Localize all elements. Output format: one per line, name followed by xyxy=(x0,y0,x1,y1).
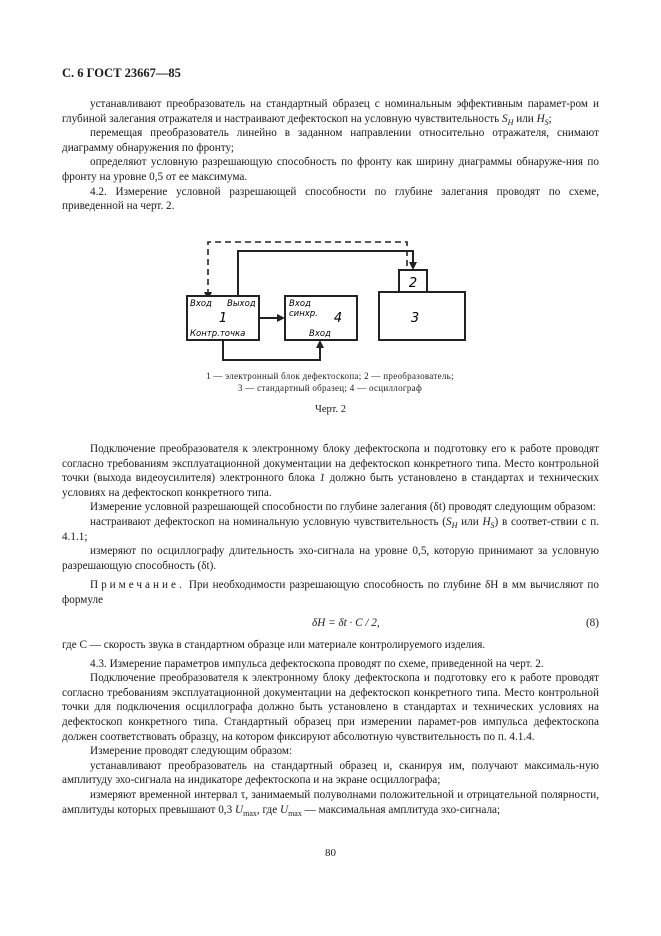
subscript: max xyxy=(288,808,302,818)
formula-number: (8) xyxy=(585,617,599,629)
paragraph: определяют условную разрешающую способность по фронту как ширину диаграммы обнаруже-ния по фронту на уровне 0,5 от ее максимума. xyxy=(62,156,599,183)
arrow-head xyxy=(277,314,285,322)
box-label: Выход xyxy=(227,299,256,309)
note-label: Примечание. xyxy=(90,579,185,592)
symbol: U xyxy=(279,803,289,816)
paragraph-text: Подключение преобразователя к электронному блоку дефектоскопа и подготовку его к работе проводят согласно требованиям эксплуатационной документации на дефектоскоп конкретного типа. Место контрольной точки (выхода видеоусилителя) электронного блока xyxy=(62,443,599,485)
box-label: Вход xyxy=(309,329,331,339)
section-text-middle xyxy=(62,442,599,608)
box-label: Вход xyxy=(190,299,212,309)
paragraph xyxy=(62,515,599,544)
section-text-bottom xyxy=(62,638,599,817)
symbol: S xyxy=(502,112,508,125)
paragraph: перемещая преобразователь линейно в заданном направлении относительно отражателя, снимают диаграмму обнаружения по фронту; xyxy=(62,127,599,154)
paragraph-text: настраивают дефектоскоп на номинальную условную чувствительность ( xyxy=(90,515,447,528)
paragraph: измеряют по осциллографу длительность эхо-сигнала на уровне 0,5, которую принимают за условную разрешающую способность (δt). xyxy=(62,545,599,572)
paragraph: 4.3. Измерение параметров импульса дефектоскопа проводят по схеме, приведенной на черт. 2. xyxy=(90,657,544,670)
box-label: Контр.точка xyxy=(190,329,246,339)
symbol: U xyxy=(235,803,244,816)
paragraph: 4.2. Измерение условной разрешающей способности по глубине залегания проводят по схеме, приведенной на черт. 2. xyxy=(62,185,599,213)
conjunction: или xyxy=(516,112,534,125)
paragraph-text: должно быть установлено в стандартах и технических условиях на дефектоскоп конкретного типа. xyxy=(62,472,599,499)
paragraph: где C — скорость звука в стандартном образце или материале контролируемого изделия. xyxy=(62,639,486,651)
subscript: H xyxy=(507,117,514,127)
section-text-top xyxy=(62,97,599,214)
paragraph-text: — максимальная амплитуда эхо-сигнала; xyxy=(304,803,501,816)
figure-label: Черт. 2 xyxy=(315,404,346,415)
arrow-head xyxy=(316,340,324,348)
paragraph-text: , где xyxy=(256,803,278,816)
paragraph-text: устанавливают преобразователь на стандартный образец с номинальным эффективным парамет-ром и глубиной залегания отражателя и настраивают дефектоскоп на условную чувствительность xyxy=(62,98,599,125)
signal-connection-line xyxy=(223,340,320,360)
subscript: S xyxy=(544,117,549,127)
caption-line: 3 — стандартный образец; 4 — осциллограф xyxy=(237,383,423,393)
arrow-head xyxy=(409,262,417,270)
paragraph xyxy=(62,442,599,500)
figure-caption xyxy=(150,370,510,394)
paragraph: устанавливают преобразователь на стандартный образец и, сканируя им, получают максималь-ную амплитуду эхо-сигнала на индикаторе дефектоскопа и на экране осциллографа; xyxy=(62,759,599,787)
box-number: 2 xyxy=(408,276,418,291)
symbol: H xyxy=(482,515,491,528)
box-label: синхр. xyxy=(289,309,318,319)
symbol: S xyxy=(446,515,452,528)
box-number: 4 xyxy=(333,311,343,326)
caption-line: 1 — электронный блок дефектоскопа; 2 — преобразователь; xyxy=(206,371,454,381)
symbol: 1 xyxy=(319,472,326,485)
paragraph: Подключение преобразователя к электронному блоку дефектоскопа и подготовку его к работе проводят согласно требованиям эксплуатационной документации на дефектоскоп конкретного типа. Место контрольной точки для подключения осциллографа должно быть установлено в стандартах и технических условиях на дефектоскоп конкретного типа. Стандартный образец при измерении парамет-ров импульса дефектоскопа должен соответствовать образцу, на котором фиксируют абсолютную чувствительность по п. 4.1.4. xyxy=(62,672,599,743)
subscript: H xyxy=(451,521,458,531)
page-header: С. 6 ГОСТ 23667—85 xyxy=(62,66,181,80)
note-text: При необходимости разрешающую способность по глубине δH в мм вычисляют по формуле xyxy=(62,579,599,606)
paragraph: Измерение условной разрешающей способности по глубине залегания (δt) проводят следующим образом: xyxy=(90,501,596,514)
paragraph xyxy=(62,788,599,817)
paragraph-text: ) в соответ-ствии с п. 4.1.1; xyxy=(62,515,600,543)
box-number: 1 xyxy=(218,311,228,326)
paragraph-text: измеряют временной интервал τ, занимаемый полуволнами положительной и отрицательной полярности, амплитуды которых превышают 0,3 xyxy=(62,788,599,816)
formula: δH = δt · C / 2, xyxy=(312,617,380,629)
paragraph: Измерение проводят следующим образом: xyxy=(90,745,293,758)
solid-connection-line xyxy=(238,251,413,296)
box-number: 3 xyxy=(410,311,420,326)
box-reference-sample xyxy=(379,292,465,340)
box-label: Вход xyxy=(289,299,311,309)
paragraph xyxy=(62,97,599,126)
subscript: max xyxy=(243,808,257,818)
block-diagram xyxy=(175,232,475,372)
punctuation: ; xyxy=(548,112,552,125)
symbol: H xyxy=(536,112,545,125)
note-paragraph xyxy=(62,578,599,607)
conjunction: или xyxy=(461,515,479,528)
subscript: S xyxy=(490,521,495,531)
page-number: 80 xyxy=(325,847,336,859)
